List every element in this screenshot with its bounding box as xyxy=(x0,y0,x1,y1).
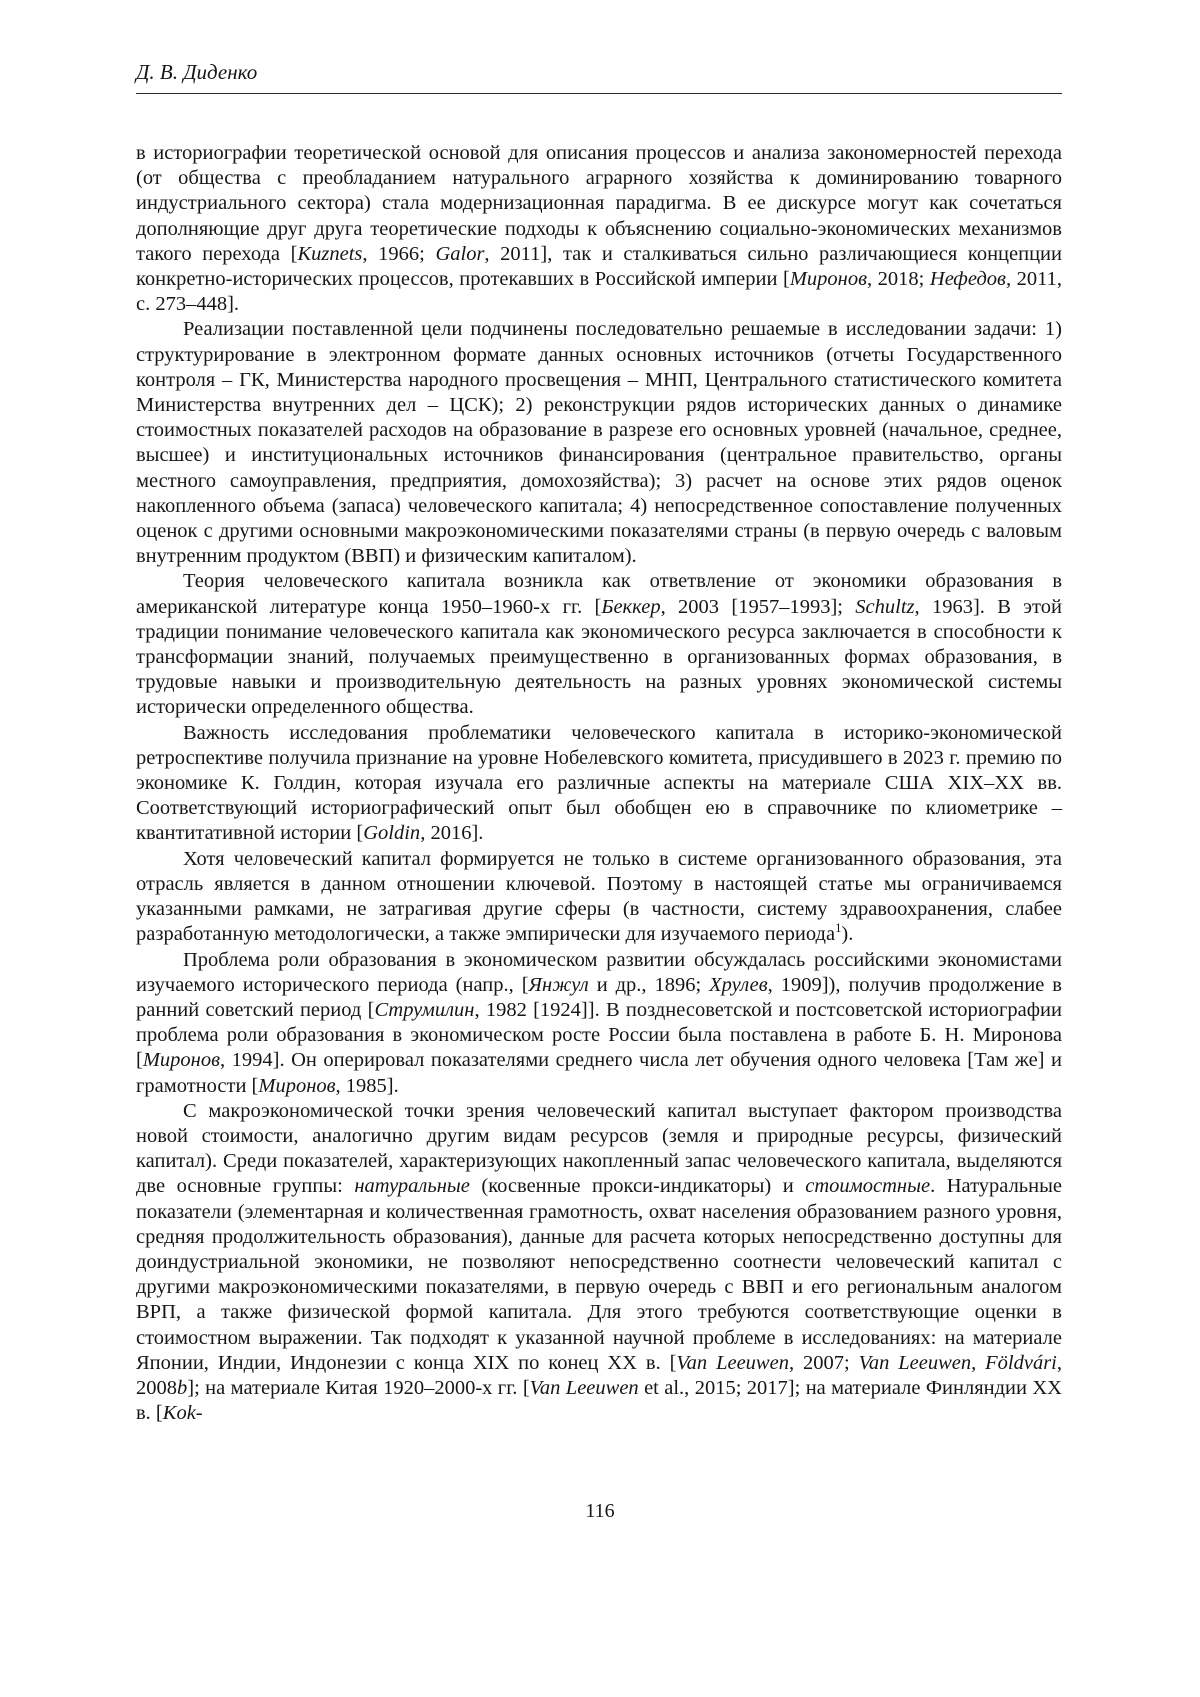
citation-text: Kok- xyxy=(162,1402,203,1425)
text-run: , 2011], так и сталкиваться сильно различающиеся концепции конкретно-исторических процессов, протекавших в Российской империи [ xyxy=(136,242,1062,291)
text-run: , 2008 xyxy=(136,1351,1062,1399)
body-text xyxy=(136,141,1062,1426)
footnote-marker: 1 xyxy=(835,921,842,936)
citation-text: стоимостные xyxy=(805,1175,931,1198)
paragraph xyxy=(136,1099,1062,1427)
text-run: С макроэкономической точки зрения человеческий капитал выступает фактором производства новой стоимости, аналогично другим видам ресурсов (земля и природные ресурсы, физический капитал). Среди показателей, характеризующих накопленный запас человеческого капитала, выделяются две основные группы: xyxy=(136,1099,1062,1198)
citation-text: Нефедов, xyxy=(929,268,1012,291)
citation-text: Galor xyxy=(435,242,485,265)
text-run: (косвенные прокси-индикаторы) и xyxy=(469,1175,806,1198)
text-run: . Натуральные показатели (элементарная и количественная грамотность, охват населения образованием разного уровня, средняя продолжительность образования), данные для расчета которых непосредственно доступны для доиндустриальной экономики, не позволяют непосредственно соотнести человеческий капитал с другими макроэкономическими показателями, в первую очередь с ВВП и его региональным аналогом ВРП, а также физической формой капитала. Для этого требуются соответствующие оценки в стоимостном выражении. Так подходят к указанной научной проблеме в исследованиях: на материале Японии, Индии, Индонезии с конца XIX по конец XX в. [ xyxy=(136,1175,1062,1374)
running-head-author: Д. В. Диденко xyxy=(136,60,258,84)
citation-text: Kuznets xyxy=(297,242,363,265)
text-run: , 1985]. xyxy=(335,1074,399,1097)
citation-text: b xyxy=(177,1376,188,1399)
text-run: ). xyxy=(841,923,854,946)
page-number: 116 xyxy=(585,1500,615,1522)
text-run: Важность исследования проблематики человеческого капитала в историко-экономической ретроспективе получила признание на уровне Нобелевского комитета, присудившего в 2023 г. премию по экономике К. Голдин, которая изучала его различные аспекты на материале США XIX–XX вв. Соответствующий историографический опыт был обобщен ею в справочнике по клиометрике – квантитативной истории [ xyxy=(136,721,1062,845)
text-run: , 1909]), получив продолжение в ранний советский период [ xyxy=(136,973,1062,1021)
text-run: , 1966; xyxy=(362,242,436,265)
paragraph xyxy=(136,847,1062,948)
citation-text: Van Leeuwen xyxy=(529,1376,639,1399)
citation-text: Янжул xyxy=(528,973,589,996)
citation-text: Goldin xyxy=(363,822,421,845)
citation-text: Миронов xyxy=(142,1049,220,1072)
text-run: Теория человеческого капитала возникла как ответвление от экономики образования в американской литературе конца 1950–1960-х гг. [ xyxy=(136,570,1062,618)
text-run: , 1982 [1924]]. В позднесоветской и постсоветской историографии проблема роли образования в экономическом росте России была поставлена в работе Б. Н. Миронова [ xyxy=(136,998,1063,1072)
text-run: в историографии теоретической основой для описания процессов и анализа закономерностей перехода (от общества с преобладанием натурального аграрного хозяйства к доминированию товарного индустриального сектора) стала модернизационная парадигма. В ее дискурсе могут как сочетаться дополняющие друг друга теоретические подходы к объяснению социально-экономических механизмов такого перехода [ xyxy=(136,142,1062,265)
citation-text: Хрулев xyxy=(709,973,768,996)
text-run: , 2016]. xyxy=(420,822,484,845)
text-run: , 1994]. Он оперировал показателями среднего числа лет обучения одного человека [Там же] и грамотности [ xyxy=(136,1049,1062,1097)
text-run: ]; на материале Китая 1920–2000-х гг. [ xyxy=(187,1376,530,1399)
citation-text: Van Leeuwen xyxy=(676,1351,789,1374)
paragraph xyxy=(136,317,1062,569)
paragraph xyxy=(136,569,1062,720)
text-run: , 1963]. В этой традиции понимание человеческого капитала как экономического ресурса заключается в способности к трансформации знаний, получаемых преимущественно в организованных формах образования, в трудовые навыки и производительную деятельность на разных уровнях экономической системы исторически определенного общества. xyxy=(136,595,1062,719)
text-run: и др., 1896; xyxy=(588,973,710,996)
text-run: , 2018; xyxy=(867,268,930,291)
citation-text: Беккер xyxy=(601,595,661,618)
text-run: , 2007; xyxy=(788,1351,859,1374)
paragraph xyxy=(136,141,1062,317)
citation-text: натуральные xyxy=(354,1175,470,1198)
running-head xyxy=(136,60,1062,94)
paragraph xyxy=(136,948,1062,1099)
text-run: , 2003 [1957–1993]; xyxy=(660,595,856,618)
citation-text: Van Leeuwen, Földvári xyxy=(858,1351,1057,1374)
text-run: Проблема роли образования в экономическом развитии обсуждалась российскими экономистами изучаемого исторического периода (напр., [ xyxy=(136,948,1062,996)
page-content xyxy=(136,60,1062,1426)
paragraph xyxy=(136,721,1062,847)
citation-text: Schultz xyxy=(855,595,915,618)
citation-text: Струмилин xyxy=(374,998,475,1021)
text-run: et al., 2015; 2017]; на материале Финляндии XX в. [ xyxy=(136,1376,1062,1425)
citation-text: Миронов xyxy=(258,1074,336,1097)
text-run: 2011, с. 273–448]. xyxy=(136,268,1062,316)
text-run: Хотя человеческий капитал формируется не только в системе организованного образования, эта отрасль является в данном отношении ключевой. Поэтому в настоящей статье мы ограничиваемся указанными рамками, не затрагивая другие сферы (в частности, систему здравоохранения, слабее разработанную методологически, а также эмпирически для изучаемого периода xyxy=(136,847,1062,946)
text-run: Реализации поставленной цели подчинены последовательно решаемые в исследовании задачи: 1) структурирование в электронном формате данных основных источников (отчеты Государственного контроля – ГК, Министерства народного просвещения – МНП, Центрального статистического комитета Министерства внутренних дел – ЦСК); 2) реконструкции рядов исторических данных о динамике стоимостных показателей расходов на образование в разрезе его основных уровней (начальное, среднее, высшее) и институциональных источников финансирования (центральное правительство, органы местного самоуправления, предприятия, домохозяйства); 3) расчет на основе этих рядов оценок накопленного объема (запаса) человеческого капитала; 4) непосредственное сопоставление полученных оценок с другими основными макроэкономическими показателями страны (в первую очередь с валовым внутренним продуктом (ВВП) и физическим капиталом). xyxy=(136,318,1062,568)
citation-text: Миронов xyxy=(789,268,867,291)
